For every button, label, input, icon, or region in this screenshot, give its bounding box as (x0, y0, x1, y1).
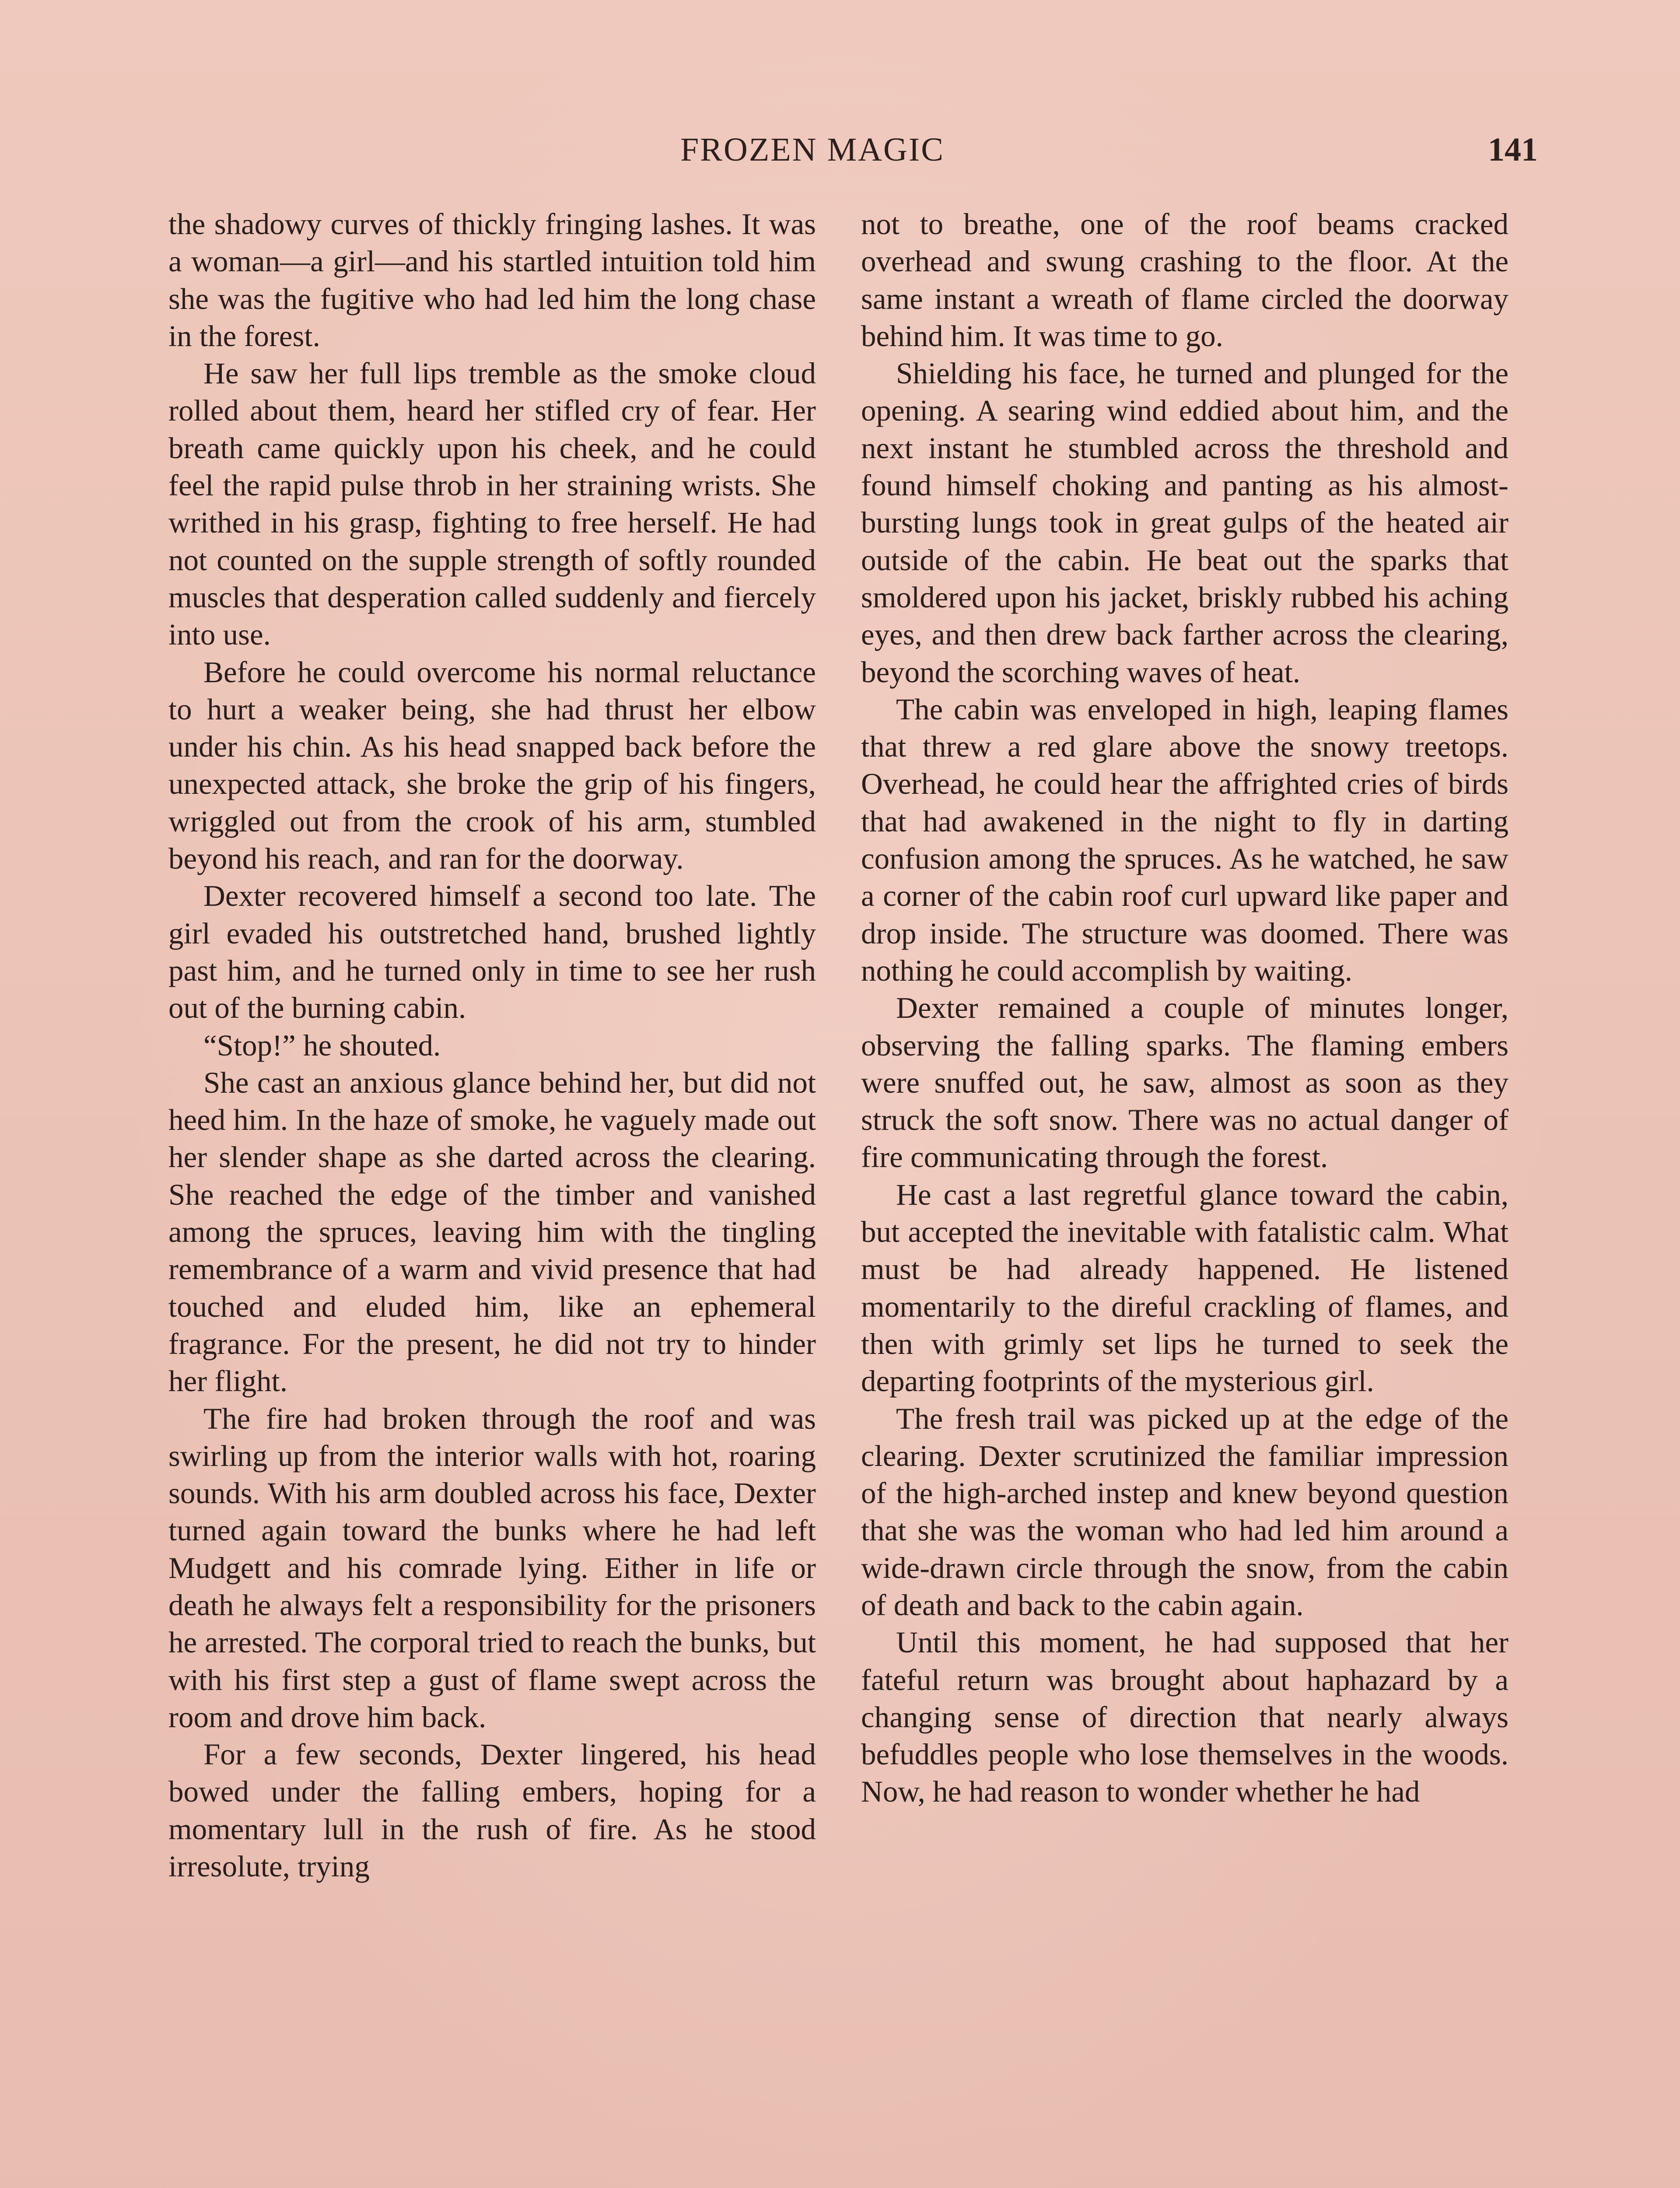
running-title: FROZEN MAGIC (680, 131, 945, 168)
paragraph: The fire had broken through the roof and was swirling up from the interior walls with hot, roaring sounds. With his arm doubled across his face, Dexter turned again toward the bunks where he had left Mudgett and his comrade lying. Either in life or death he always felt a responsibility for the prisoners he arrested. The corporal tried to reach the bunks, but with his first step a gust of flame swept across the room and drove him back. (168, 1402, 816, 1734)
paragraph: Before he could overcome his normal reluctance to hurt a weaker being, she had thrust her elbow under his chin. As his head snapped back before the unexpected attack, she broke the grip of his fingers, wriggled out from the crook of his arm, stumbled beyond his reach, and ran for the doorway. (168, 655, 816, 876)
paragraph: The cabin was enveloped in high, leaping flames that threw a red glare above the snowy treetops. Overhead, he could hear the affrighted cries of birds that had awakened in the night to fly in darting confusion among the spruces. As he watched, he saw a corner of the cabin roof curl upward like paper and drop inside. The structure was doomed. There was nothing he could accomplish by waiting. (861, 692, 1508, 987)
paragraph: the shadowy curves of thickly fringing lashes. It was a woman—a girl—and his startled intuition told him she was the fugitive who had led him the long chase in the forest. (168, 207, 816, 353)
paragraph: For a few seconds, Dexter lingered, his head bowed under the falling embers, hoping for a momentary lull in the rush of fire. As he stood irresolute, trying (168, 1738, 816, 1883)
paragraph: “Stop!” he shouted. (203, 1028, 441, 1062)
left-column (168, 206, 816, 1885)
page-number: 141 (1488, 131, 1538, 168)
right-column (861, 206, 1508, 1811)
paragraph: not to breathe, one of the roof beams cracked overhead and swung crashing to the floor. At the same instant a wreath of flame circled the doorway behind him. It was time to go. (861, 207, 1508, 353)
paragraph: Dexter recovered himself a second too late. The girl evaded his outstretched hand, brushed lightly past him, and he turned only in time to see her rush out of the burning cabin. (168, 879, 816, 1025)
page-header (680, 128, 1538, 176)
paragraph: He cast a last regretful glance toward the cabin, but accepted the inevitable with fatalistic calm. What must be had already happened. He listened momentarily to the direful crackling of flames, and then with grimly set lips he turned to seek the departing footprints of the mysterious girl. (861, 1178, 1508, 1398)
paragraph: Dexter remained a couple of minutes longer, observing the falling sparks. The flaming embers were snuffed out, he saw, almost as soon as they struck the soft snow. There was no actual danger of fire communicating through the forest. (861, 991, 1508, 1174)
paragraph: Shielding his face, he turned and plunged for the opening. A searing wind eddied about him, and the next instant he stumbled across the threshold and found himself choking and panting as his almost-bursting lungs took in great gulps of the heated air outside of the cabin. He beat out the sparks that smoldered upon his jacket, briskly rubbed his aching eyes, and then drew back farther across the clearing, beyond the scorching waves of heat. (861, 357, 1508, 689)
paragraph: The fresh trail was picked up at the edge of the clearing. Dexter scrutinized the familiar impression of the high-arched instep and knew beyond question that she was the woman who had led him around a wide-drawn circle through the snow, from the cabin of death and back to the cabin again. (861, 1402, 1508, 1622)
paragraph: She cast an anxious glance behind her, but did not heed him. In the haze of smoke, he vaguely made out her slender shape as she darted across the clearing. She reached the edge of the timber and vanished among the spruces, leaving him with the tingling remembrance of a warm and vivid presence that had touched and eluded him, like an ephemeral fragrance. For the present, he did not try to hinder her flight. (168, 1066, 816, 1398)
paragraph: He saw her full lips tremble as the smoke cloud rolled about them, heard her stifled cry of fear. Her breath came quickly upon his cheek, and he could feel the rapid pulse throb in her straining wrists. She writhed in his grasp, fighting to free herself. He had not counted on the supple strength of softly rounded muscles that desperation called suddenly and fiercely into use. (168, 357, 816, 652)
paragraph: Until this moment, he had supposed that her fateful return was brought about haphazard by a changing sense of direction that nearly always befuddles people who lose themselves in the woods. Now, he had reason to wonder whether he had (861, 1626, 1508, 1809)
